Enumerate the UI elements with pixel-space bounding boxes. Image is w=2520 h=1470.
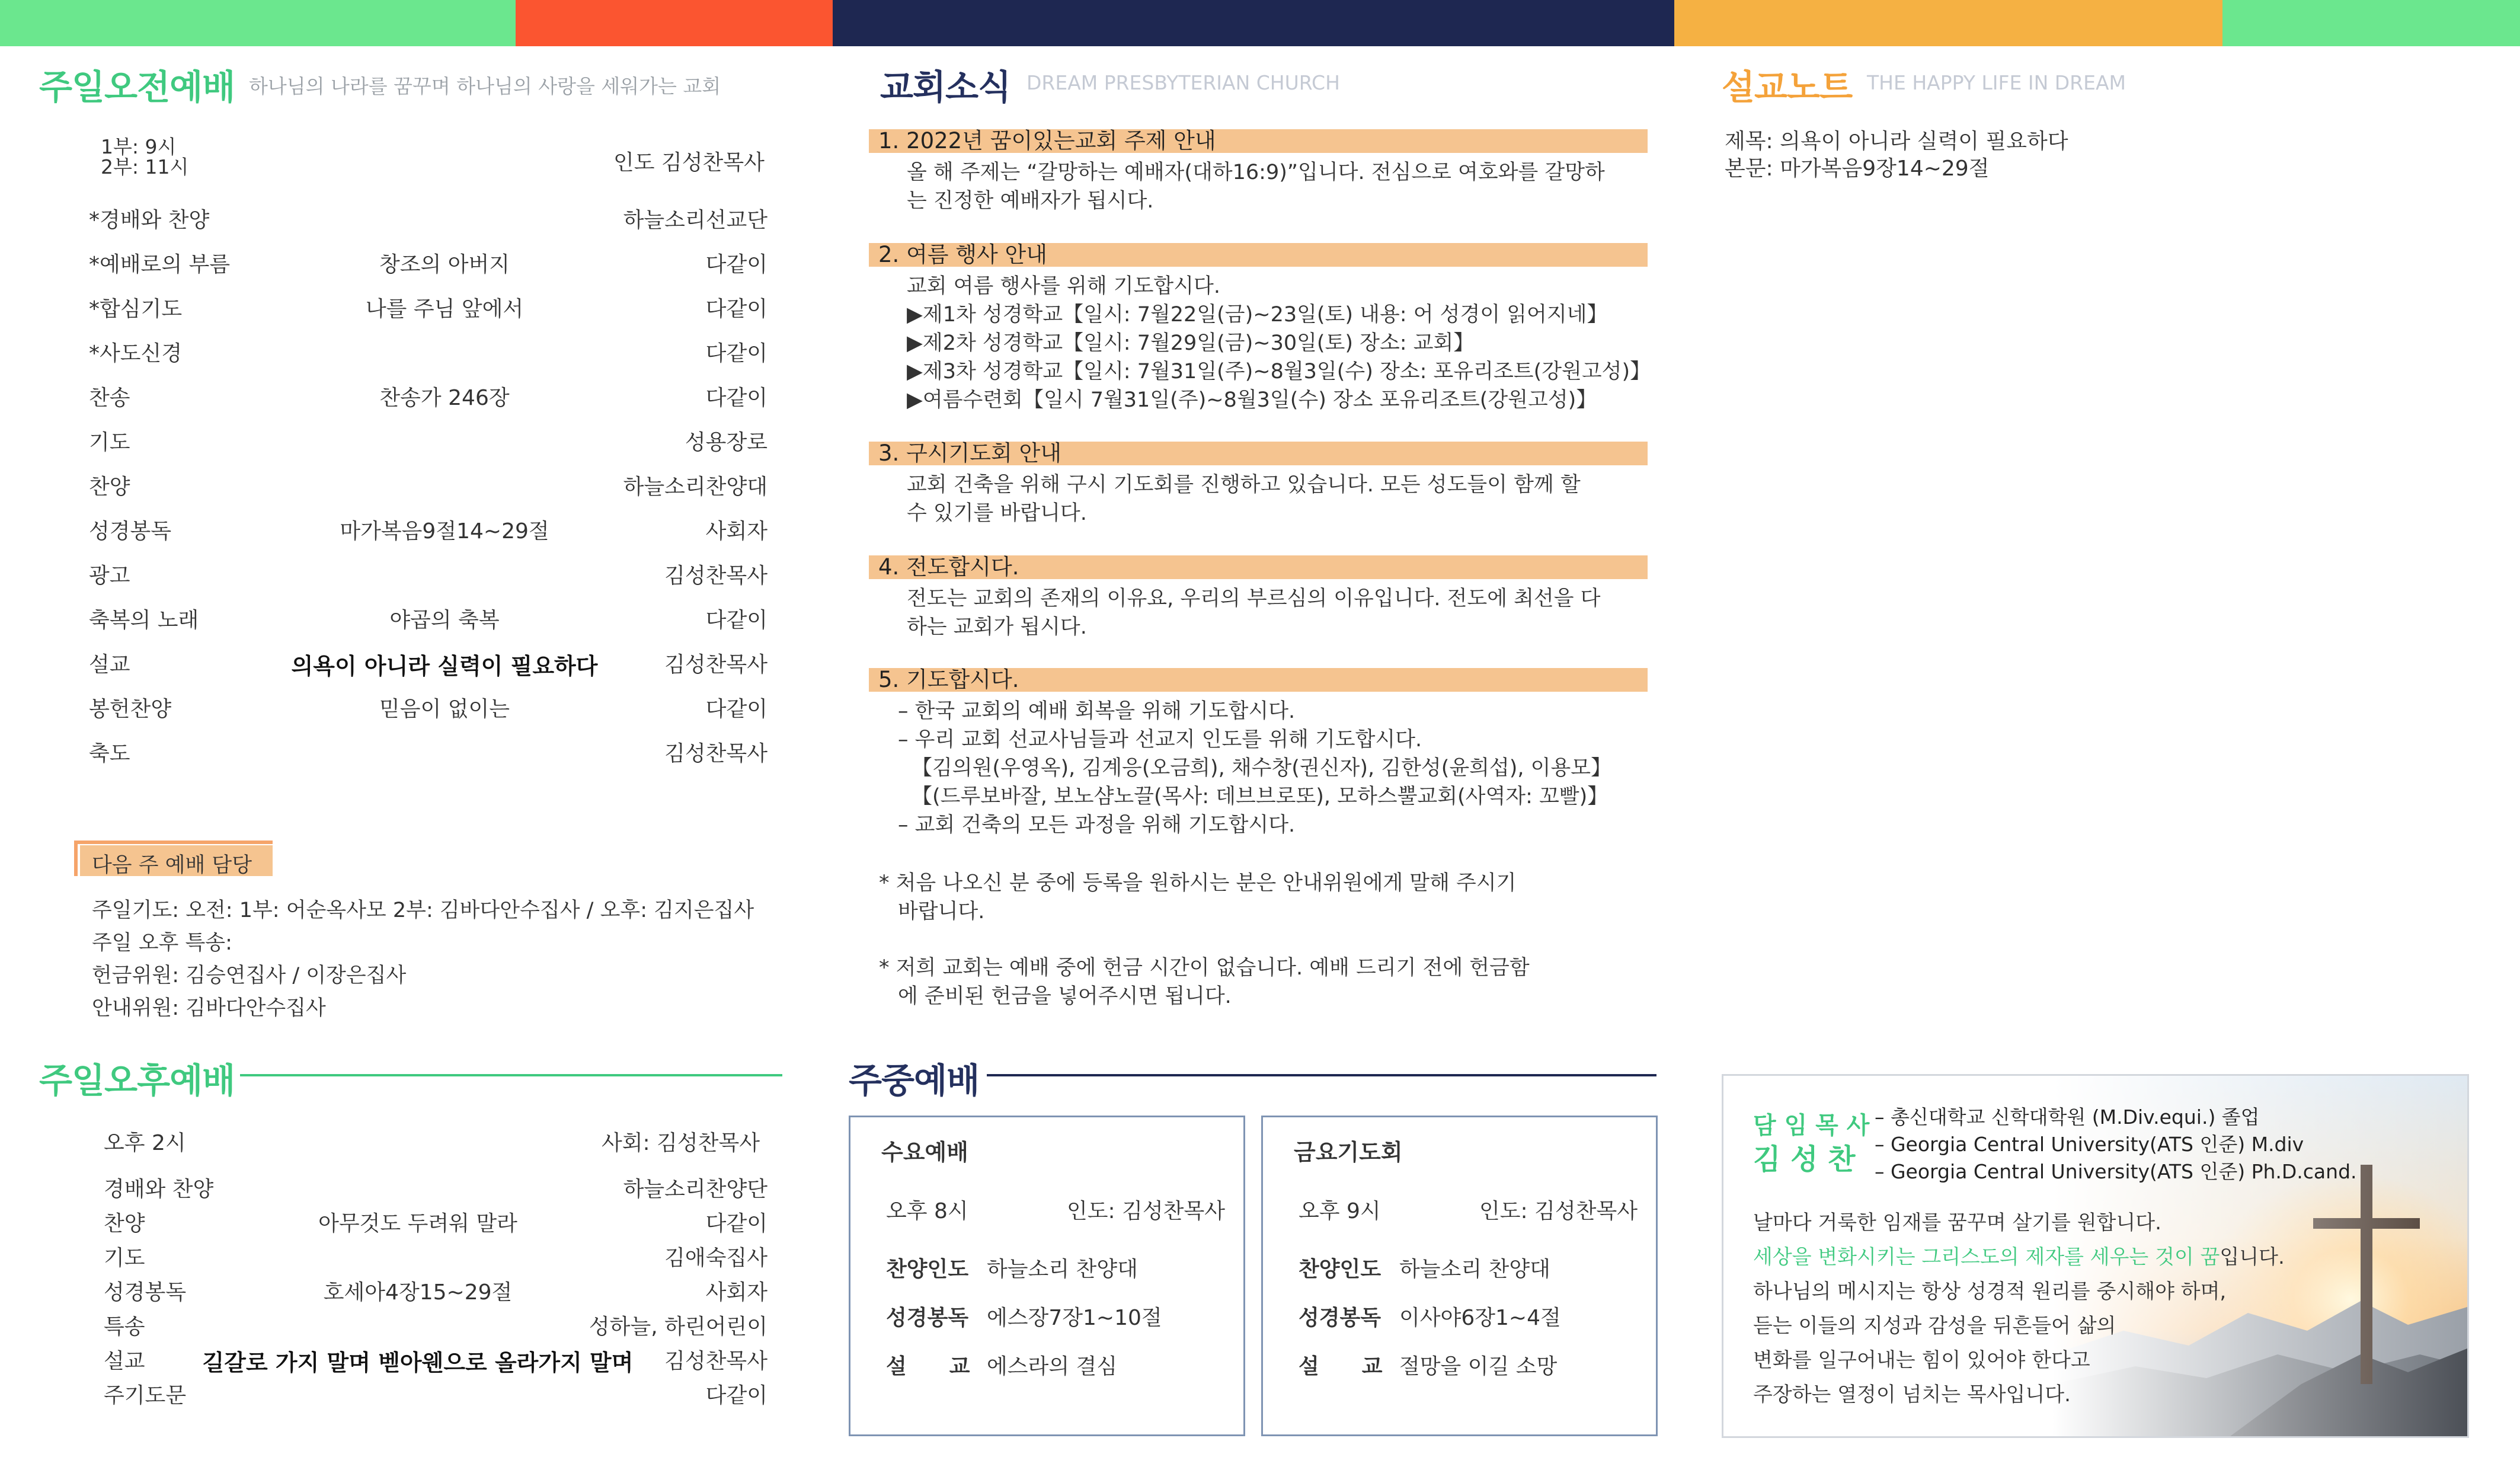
sermon-note-title: 설교노트 — [1722, 67, 1853, 107]
next-week-line-1: 주일기도: 오전: 1부: 어순옥사모 2부: 김바다안수집사 / 오후: 김지은집사 — [92, 899, 754, 922]
next-week-line-2: 주일 오후 특송: — [92, 931, 232, 955]
wed-label-2: 설 교 — [886, 1354, 970, 1379]
afternoon-order-row — [104, 1310, 767, 1340]
worship-order-list — [89, 203, 767, 772]
afternoon-order-item: 성경봉독 — [104, 1280, 187, 1305]
next-week-line-3: 헌금위원: 김승연집사 / 이장은집사 — [92, 964, 407, 988]
notice-line: ▶제2차 성경학교【일시: 7월29일(금)~30일(토) 장소: 교회】 — [907, 331, 1475, 355]
fri-value-1: 이사야6장1~4절 — [1399, 1306, 1561, 1330]
order-person: 김성찬목사 — [664, 653, 767, 677]
pastor-card — [1722, 1074, 2469, 1438]
afternoon-order-row — [104, 1276, 767, 1305]
afternoon-order-content: 호세아4장15~29절 — [323, 1280, 513, 1305]
service-time-1: 1부: 9시 — [101, 135, 177, 158]
pastor-role: 담 임 목 사 — [1753, 1112, 1870, 1139]
notice-heading-bar — [869, 555, 1648, 579]
news-subtitle: DREAM PRESBYTERIAN CHURCH — [1026, 71, 1340, 94]
pastor-intro-2-rest: 입니다. — [2220, 1245, 2285, 1269]
wed-leader: 인도: 김성찬목사 — [1067, 1199, 1226, 1223]
notice-line: ▶제1차 성경학교【일시: 7월22일(금)~23일(토) 내용: 어 성경이 읽어지네】 — [907, 303, 1608, 327]
order-row — [89, 248, 767, 277]
pastor-intro-3: 하나님의 메시지는 항상 성경적 원리를 중시해야 하며, — [1753, 1280, 2227, 1303]
notice-heading: 4. 전도합시다. — [878, 554, 1019, 580]
order-item: 봉헌찬양 — [89, 697, 172, 721]
top-band-amber — [1674, 0, 2222, 46]
afternoon-order-row — [104, 1172, 767, 1202]
order-person: 다같이 — [705, 386, 767, 410]
order-person: 다같이 — [705, 341, 767, 366]
notice-line: 는 진정한 예배자가 됩시다. — [907, 189, 1154, 213]
notice-line: 교회 건축을 위해 구시 기도회를 진행하고 있습니다. 모든 성도들이 함께 할 — [907, 473, 1581, 497]
pastor-intro-2-highlight: 세상을 변화시키는 그리스도의 제자를 세우는 것이 꿈 — [1753, 1245, 2220, 1269]
order-person: 다같이 — [705, 697, 767, 721]
order-row — [89, 292, 767, 322]
news-title: 교회소식 — [880, 67, 1011, 107]
afternoon-order-person: 다같이 — [705, 1383, 767, 1408]
footnote-2-line-1: * 저희 교회는 예배 중에 헌금 시간이 없습니다. 예배 드리기 전에 헌금함 — [879, 956, 1530, 980]
notice-heading: 3. 구시기도회 안내 — [878, 440, 1062, 466]
fri-time: 오후 9시 — [1299, 1199, 1381, 1223]
top-band-green-left — [0, 0, 516, 46]
afternoon-order-row — [104, 1241, 767, 1271]
notice-line: ▶제3차 성경학교【일시: 7월31일(주)~8월3일(수) 장소: 포유리조트(강원고성)】 — [907, 360, 1651, 384]
top-band-green-right — [2222, 0, 2520, 46]
wed-value-0: 하늘소리 찬양대 — [987, 1257, 1138, 1282]
afternoon-order-row — [104, 1379, 767, 1408]
order-row — [89, 470, 767, 500]
notice-line: 수 있기를 바랍니다. — [907, 501, 1087, 525]
notice-line: – 한국 교회의 예배 회복을 위해 기도합시다. — [898, 699, 1296, 723]
afternoon-leader: 사회: 김성찬목사 — [602, 1131, 760, 1155]
order-row — [89, 603, 767, 633]
afternoon-order-person: 김성찬목사 — [664, 1349, 767, 1373]
next-week-line-4: 안내위원: 김바다안수집사 — [92, 996, 326, 1020]
notice-heading-bar — [869, 243, 1648, 267]
order-item: 성경봉독 — [89, 519, 172, 544]
order-item: 축복의 노래 — [89, 608, 199, 632]
notice-line: 전도는 교회의 존재의 이유요, 우리의 부르심의 이유입니다. 전도에 최선을 다 — [907, 587, 1601, 611]
morning-worship-subtitle: 하나님의 나라를 꿈꾸며 하나님의 사랑을 세워가는 교회 — [249, 75, 721, 98]
order-item: *사도신경 — [89, 341, 183, 366]
order-person: 하늘소리찬양대 — [623, 475, 767, 499]
notice-heading-bar — [869, 442, 1648, 465]
order-row — [89, 426, 767, 455]
next-week-tag — [74, 841, 273, 876]
notice-heading-bar — [869, 129, 1648, 153]
pastor-intro-1: 날마다 거룩한 임재를 꿈꾸며 살기를 원합니다. — [1753, 1211, 2161, 1235]
afternoon-order-person: 김애숙집사 — [664, 1246, 767, 1270]
afternoon-order-content: 아무것도 두려워 말라 — [318, 1212, 517, 1236]
notice-line: – 우리 교회 선교사님들과 선교지 인도를 위해 기도합시다. — [898, 728, 1422, 752]
pastor-intro-5: 변화를 일구어내는 힘이 있어야 한다고 — [1753, 1348, 2090, 1372]
wed-label-0: 찬양인도 — [886, 1257, 969, 1282]
midweek-title-rule — [987, 1074, 1656, 1076]
afternoon-order-person: 성하늘, 하린어린이 — [589, 1315, 767, 1339]
afternoon-worship-title: 주일오후예배 — [39, 1060, 235, 1101]
order-person: 김성찬목사 — [664, 564, 767, 588]
fri-value-2: 절망을 이길 소망 — [1399, 1354, 1558, 1379]
wed-time: 오후 8시 — [886, 1199, 968, 1223]
order-item: *경배와 찬양 — [89, 208, 210, 232]
afternoon-order-item: 특송 — [104, 1315, 145, 1339]
afternoon-order-item: 설교 — [104, 1349, 145, 1373]
midweek-title: 주중예배 — [849, 1060, 980, 1101]
afternoon-order-item: 기도 — [104, 1246, 145, 1270]
afternoon-time: 오후 2시 — [104, 1131, 186, 1155]
afternoon-order-person: 다같이 — [705, 1212, 767, 1236]
wednesday-service-box — [849, 1116, 1245, 1436]
order-row — [89, 559, 767, 589]
order-item: *예배로의 부름 — [89, 253, 231, 277]
afternoon-order-list — [104, 1172, 767, 1421]
footnote-1-line-1: * 처음 나오신 분 중에 등록을 원하시는 분은 안내위원에게 말해 주시기 — [879, 871, 1517, 895]
sermon-title: 제목: 의욕이 아니라 실력이 필요하다 — [1725, 129, 2068, 154]
order-person: 김성찬목사 — [664, 742, 767, 766]
pastor-intro-4: 듣는 이들의 지성과 감성을 뒤흔들어 삶의 — [1753, 1314, 2116, 1338]
wed-label-1: 성경봉독 — [886, 1306, 969, 1330]
order-person: 다같이 — [705, 253, 767, 277]
notice-heading: 5. 기도합시다. — [878, 667, 1019, 692]
afternoon-order-person: 하늘소리찬양단 — [623, 1177, 767, 1201]
order-row — [89, 381, 767, 411]
order-row — [89, 692, 767, 722]
afternoon-order-item: 찬양 — [104, 1212, 145, 1236]
sermon-text: 본문: 마가복음9장14~29절 — [1725, 156, 1990, 181]
order-content: 나를 주님 앞에서 — [365, 297, 524, 321]
order-item: *합심기도 — [89, 297, 183, 321]
afternoon-order-person: 사회자 — [705, 1280, 767, 1305]
top-band-orange-red — [516, 0, 833, 46]
footnote-2-line-2: 에 준비된 헌금을 넣어주시면 됩니다. — [898, 985, 1232, 1008]
afternoon-order-item: 주기도문 — [104, 1383, 187, 1408]
top-band-navy — [833, 0, 1674, 46]
order-item: 찬송 — [89, 386, 130, 410]
fri-value-0: 하늘소리 찬양대 — [1399, 1257, 1550, 1282]
pastor-credential-3: – Georgia Central University(ATS 인준) Ph.D.cand. — [1875, 1160, 2357, 1183]
afternoon-order-item: 경배와 찬양 — [104, 1177, 214, 1201]
order-row — [89, 737, 767, 766]
pastor-intro-6: 주장하는 열정이 넘치는 목사입니다. — [1753, 1383, 2071, 1407]
order-content: 믿음이 없이는 — [379, 697, 510, 721]
fri-label-2: 설 교 — [1299, 1354, 1383, 1379]
order-item: 설교 — [89, 653, 130, 677]
order-item: 축도 — [89, 742, 130, 766]
order-person: 하늘소리선교단 — [623, 208, 767, 232]
order-person: 성용장로 — [685, 430, 767, 455]
order-item: 찬양 — [89, 475, 130, 499]
fri-title: 금요기도회 — [1294, 1139, 1403, 1165]
notice-heading-bar — [869, 668, 1648, 692]
fri-label-1: 성경봉독 — [1299, 1306, 1381, 1330]
wed-title: 수요예배 — [881, 1139, 968, 1165]
order-row — [89, 648, 767, 678]
order-person: 다같이 — [705, 297, 767, 321]
order-row — [89, 203, 767, 233]
friday-service-box — [1261, 1116, 1658, 1436]
pastor-credential-1: – 총신대학교 신학대학원 (M.Div.equi.) 졸업 — [1875, 1105, 2260, 1129]
afternoon-order-content: 길갈로 가지 말며 벧아웬으로 올라가지 말며 — [202, 1350, 634, 1376]
notice-line: 하는 교회가 됩시다. — [907, 615, 1087, 639]
pastor-name: 김 성 찬 — [1753, 1143, 1856, 1176]
order-content: 야곱의 축복 — [389, 608, 500, 632]
order-item: 광고 — [89, 564, 130, 588]
order-row — [89, 337, 767, 366]
fri-leader: 인도: 김성찬목사 — [1479, 1199, 1638, 1223]
order-item: 기도 — [89, 430, 130, 455]
pastor-credential-2: – Georgia Central University(ATS 인준) M.div — [1875, 1133, 2304, 1156]
order-content: 창조의 아버지 — [379, 253, 510, 277]
notice-line: 【김의원(우영옥), 김계응(오금희), 채수창(권신자), 김한성(윤희섭), 이용모】 — [912, 756, 1612, 780]
order-content: 마가복음9절14~29절 — [340, 519, 549, 544]
order-content: 찬송가 246장 — [379, 386, 510, 410]
afternoon-order-row — [104, 1207, 767, 1236]
notice-line: 【(드루보바잘, 보노샴노끌(목사: 데브브로또), 모하스뿔교회(사역자: 꼬빨)】 — [912, 785, 1608, 808]
wed-value-1: 에스장7장1~10절 — [987, 1306, 1162, 1330]
pastor-intro-2 — [1753, 1241, 2285, 1270]
notice-line: ▶여름수련회【일시 7월31일(주)~8월3일(수) 장소 포유리조트(강원고성)】 — [907, 388, 1597, 412]
order-row — [89, 514, 767, 544]
afternoon-title-rule — [240, 1074, 782, 1076]
service-leader: 인도 김성찬목사 — [613, 151, 765, 175]
fri-label-0: 찬양인도 — [1299, 1257, 1381, 1282]
order-person: 사회자 — [705, 519, 767, 544]
footnote-1-line-2: 바랍니다. — [898, 900, 985, 923]
notice-line: 교회 여름 행사를 위해 기도합시다. — [907, 274, 1220, 298]
notice-line: 올 해 주제는 “갈망하는 예배자(대하16:9)”입니다. 전심으로 여호와를 갈망하 — [907, 161, 1605, 184]
order-person: 다같이 — [705, 608, 767, 632]
morning-worship-title: 주일오전예배 — [39, 67, 235, 107]
order-content: 의욕이 아니라 실력이 필요하다 — [291, 653, 598, 679]
wed-value-2: 에스라의 결심 — [987, 1354, 1118, 1379]
next-week-tag-label: 다음 주 예배 담당 — [92, 854, 252, 877]
notice-heading: 2. 여름 행사 안내 — [878, 242, 1048, 267]
notice-heading: 1. 2022년 꿈이있는교회 주제 안내 — [878, 128, 1216, 154]
sermon-note-subtitle: THE HAPPY LIFE IN DREAM — [1867, 71, 2126, 94]
notice-line: – 교회 건축의 모든 과정을 위해 기도합시다. — [898, 813, 1296, 837]
service-time-2: 2부: 11시 — [101, 155, 189, 178]
afternoon-order-row — [104, 1344, 767, 1374]
